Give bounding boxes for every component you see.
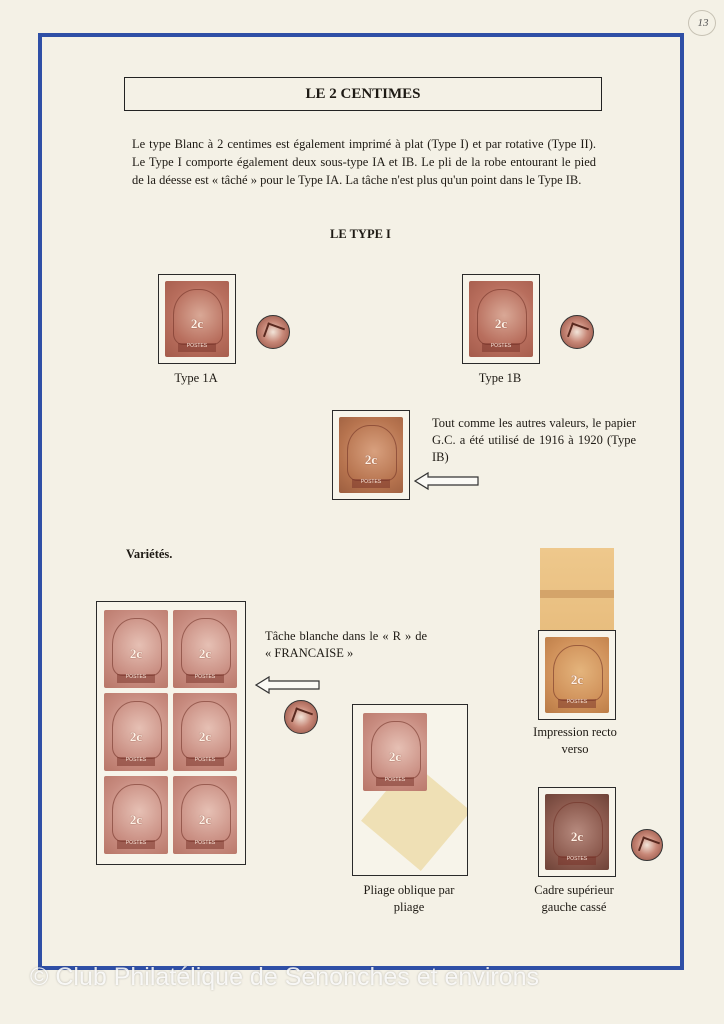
stamp-block-item: 2c POSTES xyxy=(104,776,168,854)
detail-zoom-type-1a xyxy=(256,315,290,349)
stamp-type-1b xyxy=(469,281,533,357)
stamp-type-1a xyxy=(165,281,229,357)
caption-cadre: Cadre supérieur gauche cassé xyxy=(534,883,614,914)
caption-recto-verso: Impression recto verso xyxy=(533,725,617,756)
detail-zoom-type-1b xyxy=(560,315,594,349)
stamp-cadre: 2c POSTES xyxy=(545,794,609,870)
stamp-pliage: 2c POSTES xyxy=(363,713,427,791)
stamp-recto-verso: 2c POSTES xyxy=(545,637,609,713)
copyright-watermark: © Club Philatélique de Senonches et environs xyxy=(30,963,540,991)
stamp-block-mount xyxy=(96,601,246,865)
stamp-value: 2c xyxy=(494,315,508,331)
stamp-block-item: 2c POSTES xyxy=(173,693,237,771)
caption-type-1b: Type 1B xyxy=(478,371,522,385)
stamp-block-item: 2c POSTES xyxy=(173,776,237,854)
stamp-block-item: 2c POSTES xyxy=(104,693,168,771)
stamp-gc-paper xyxy=(339,417,403,493)
note-gc-paper: Tout comme les autres valeurs, le papier G.C. a été utilisé de 1916 à 1920 (Type IB) xyxy=(432,416,636,464)
section-heading-type-i: LE TYPE I xyxy=(330,227,391,241)
caption-pliage: Pliage oblique par pliage xyxy=(363,883,455,914)
stamp-block-item: 2c POSTES xyxy=(104,610,168,688)
stamp-value: 2c xyxy=(364,451,378,467)
caption-type-1a: Type 1A xyxy=(174,371,218,385)
stamp-inscription: POSTES xyxy=(178,343,216,352)
stamp-mount-type-1b xyxy=(462,274,540,364)
section-heading-varietes: Variétés. xyxy=(126,547,173,561)
note-tache-blanche: Tâche blanche dans le « R » de « FRANCAISE » xyxy=(265,629,427,660)
stamp-inscription: POSTES xyxy=(482,343,520,352)
stamp-mount-recto-verso xyxy=(538,630,616,720)
stamp-mount-gc-paper xyxy=(332,410,410,500)
page-number: 13 xyxy=(690,12,716,34)
stamp-inscription: POSTES xyxy=(352,479,390,488)
arrow-left-icon xyxy=(255,675,321,695)
detail-zoom-cadre xyxy=(631,829,663,861)
stamp-value: 2c xyxy=(190,315,204,331)
intro-paragraph: Le type Blanc à 2 centimes est également imprimé à plat (Type I) et par rotative (Type II). Le Type I comporte également deux sous-type IA et IB. Le pli de la robe entourant le pied de la déesse est « tâché » pour le Type IA. La tâche n'est plus qu'un point dans le Type IB. xyxy=(132,137,596,187)
gum-strip-band xyxy=(540,590,614,598)
gum-strip-recto-verso xyxy=(540,548,614,632)
detail-zoom-tache xyxy=(284,700,318,734)
stamp-block-item: 2c POSTES xyxy=(173,610,237,688)
page-title: LE 2 CENTIMES xyxy=(124,77,602,111)
stamp-mount-cadre xyxy=(538,787,616,877)
stamp-mount-type-1a xyxy=(158,274,236,364)
arrow-left-icon xyxy=(414,471,480,491)
stamp-mount-pliage xyxy=(352,704,468,876)
